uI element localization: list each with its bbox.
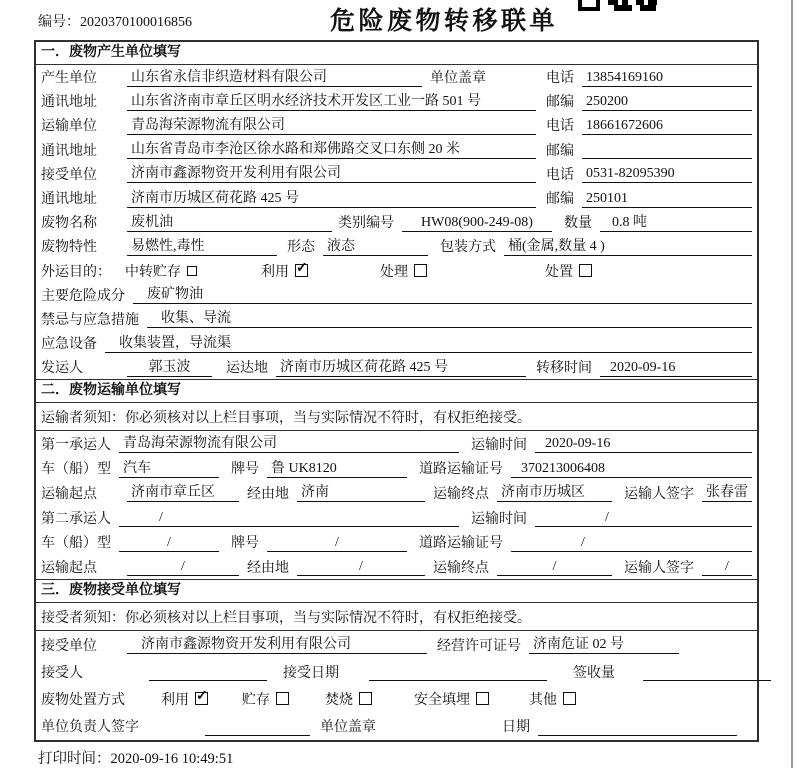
field-label: 牌号 xyxy=(231,536,259,552)
field-label: 产生单位 xyxy=(41,71,97,87)
field-label: 单位负责人签字 xyxy=(41,720,139,736)
row-producer-address xyxy=(36,89,757,113)
checkbox-option-dispose xyxy=(545,261,592,281)
road-license-2-value: / xyxy=(511,533,752,552)
destination-value: 济南市历城区荷花路 425 号 xyxy=(276,358,526,377)
qr-code-fragment xyxy=(578,0,658,11)
option-label: 焚烧 xyxy=(325,692,353,708)
transport-address-value: 山东省青岛市李沧区徐水路和郑佛路交叉口东侧 20 米 xyxy=(127,140,536,159)
field-label: 运输时间 xyxy=(471,511,527,527)
field-label: 发运人 xyxy=(41,361,83,377)
section-1-header: 一．废物产生单位填写 xyxy=(36,42,757,65)
field-label: 转移时间 xyxy=(536,361,592,377)
field-label: 运输人签字 xyxy=(624,486,694,502)
row-hazard-components xyxy=(36,283,757,307)
checkbox-option-other xyxy=(529,689,576,709)
row-receiver-unit xyxy=(36,162,757,186)
field-label: 数量 xyxy=(564,216,592,232)
receiver-unit-value: 济南市鑫源物资开发利用有限公司 xyxy=(127,164,536,183)
checkbox-option-transit-storage xyxy=(125,261,197,281)
field-label: 废物名称 xyxy=(41,216,97,232)
row-vehicle-1 xyxy=(36,456,757,481)
via-1-value: 济南 xyxy=(297,483,425,502)
row-transport-unit xyxy=(36,113,757,137)
field-label: 废物处置方式 xyxy=(41,692,125,708)
row-producer xyxy=(36,65,757,89)
field-label: 接受单位 xyxy=(41,638,97,654)
permit-number-value: 济南危证 02 号 xyxy=(529,635,679,654)
field-label: 类别编号 xyxy=(338,216,394,232)
transfer-date-value: 2020-09-16 xyxy=(600,358,752,377)
row-second-carrier xyxy=(36,505,757,530)
page-edge-line xyxy=(791,0,793,768)
received-amount-value xyxy=(643,662,771,681)
end-2-value: / xyxy=(497,557,612,576)
row-receiver-address xyxy=(36,186,757,210)
field-label: 电话 xyxy=(546,119,574,135)
checkbox-icon xyxy=(359,692,372,705)
checkbox-option-utilize xyxy=(261,261,308,281)
emergency-measures-value: 收集、导流 xyxy=(147,309,752,328)
field-label: 经由地 xyxy=(247,560,289,576)
field-label: 运输起点 xyxy=(41,486,97,502)
field-label: 运输单位 xyxy=(41,119,97,135)
row-waste-character xyxy=(36,234,757,258)
row-transfer-purpose xyxy=(36,259,757,283)
second-carrier-value: / xyxy=(119,508,459,527)
page-title: 危险废物转移联单 xyxy=(330,8,559,35)
field-label: 接受单位 xyxy=(41,167,97,183)
row-route-1 xyxy=(36,481,757,506)
field-label: 运输终点 xyxy=(433,560,489,576)
transport-time-1-value: 2020-09-16 xyxy=(535,434,752,453)
field-label: 电话 xyxy=(546,71,574,87)
row-first-carrier xyxy=(36,431,757,456)
row-receive-person xyxy=(36,658,757,685)
field-label: 电话 xyxy=(546,167,574,183)
serial-number xyxy=(38,11,192,31)
checkbox-icon xyxy=(579,264,592,277)
option-label: 处理 xyxy=(380,264,408,280)
field-label: 运输起点 xyxy=(41,560,97,576)
option-label: 安全填埋 xyxy=(414,692,470,708)
plate-number-2-value: / xyxy=(267,533,407,552)
field-label: 经由地 xyxy=(247,486,289,502)
field-label: 车（船）型 xyxy=(41,536,111,552)
checkbox-icon xyxy=(476,692,489,705)
field-label: 接受日期 xyxy=(283,665,339,681)
field-label: 形态 xyxy=(287,240,315,256)
option-label: 中转贮存 xyxy=(125,264,181,280)
serial-label: 编号： xyxy=(38,15,80,30)
print-time xyxy=(38,747,233,768)
field-label: 道路运输证号 xyxy=(419,536,503,552)
checkbox-icon xyxy=(295,264,308,277)
unit-seal-label: 单位盖章 xyxy=(320,720,376,736)
print-time-value: 2020-09-16 10:49:51 xyxy=(110,751,234,767)
field-label: 通讯地址 xyxy=(41,95,97,111)
emergency-equipment-value: 收集装置，导流渠 xyxy=(105,334,752,353)
vehicle-type-2-value: / xyxy=(119,533,219,552)
row-vehicle-2 xyxy=(36,530,757,555)
via-2-value: / xyxy=(297,557,425,576)
first-carrier-value: 青岛海荣源物流有限公司 xyxy=(119,434,459,453)
receive-date-value xyxy=(369,662,547,681)
packing-value: 桶(金属,数量 4 ) xyxy=(504,237,752,256)
plate-number-1-value: 鲁 UK8120 xyxy=(267,459,407,478)
field-label: 第一承运人 xyxy=(41,437,111,453)
checkbox-icon xyxy=(276,692,289,705)
waste-name-value: 废机油 xyxy=(127,213,332,232)
head-signature-value xyxy=(205,717,310,736)
transport-unit-value: 青岛海荣源物流有限公司 xyxy=(127,116,536,135)
field-label: 第二承运人 xyxy=(41,511,111,527)
row-emergency-equipment xyxy=(36,331,757,355)
receiver-notice: 接受者须知：你必须核对以上栏目事项，当与实际情况不符时，有权拒绝接受。 xyxy=(36,603,757,631)
field-label: 车（船）型 xyxy=(41,462,111,478)
field-label: 牌号 xyxy=(231,462,259,478)
option-label: 利用 xyxy=(261,264,289,280)
checkbox-option-treat xyxy=(380,261,427,281)
option-label: 处置 xyxy=(545,264,573,280)
field-label: 道路运输证号 xyxy=(419,462,503,478)
row-transport-address xyxy=(36,138,757,162)
receiver-zip-value: 250101 xyxy=(582,189,752,208)
field-label: 签收量 xyxy=(573,665,615,681)
waste-qty-value: 0.8 吨 xyxy=(600,213,752,232)
checkbox-icon xyxy=(414,264,427,277)
option-label: 利用 xyxy=(161,692,189,708)
field-label: 邮编 xyxy=(546,192,574,208)
field-label: 接受人 xyxy=(41,665,83,681)
checkbox-icon xyxy=(187,266,197,276)
field-label: 禁忌与应急措施 xyxy=(41,312,139,328)
transport-phone-value: 18661672606 xyxy=(582,116,752,135)
checkbox-icon xyxy=(563,692,576,705)
option-label: 贮存 xyxy=(242,692,270,708)
unit-seal-label: 单位盖章 xyxy=(430,71,486,87)
receiver-address-value: 济南市历城区荷花路 425 号 xyxy=(127,189,536,208)
manifest-form xyxy=(34,40,759,742)
row-route-2 xyxy=(36,554,757,579)
waste-form-value: 液态 xyxy=(323,237,428,256)
row-waste-name xyxy=(36,210,757,234)
checkbox-option-incinerate xyxy=(325,689,372,709)
vehicle-type-1-value: 汽车 xyxy=(119,459,219,478)
print-time-label: 打印时间： xyxy=(38,751,111,767)
producer-address-value: 山东省济南市章丘区明水经济技术开发区工业一路 501 号 xyxy=(127,92,536,111)
origin-2-value: / xyxy=(127,557,239,576)
field-label: 日期 xyxy=(502,720,530,736)
row-emergency-measures xyxy=(36,307,757,331)
checkbox-icon xyxy=(195,692,208,705)
waste-category-value: HW08(900-249-08) xyxy=(402,213,552,232)
producer-phone-value: 13854169160 xyxy=(582,68,752,87)
checkbox-option-storage xyxy=(242,689,289,709)
serial-value: 2020370100016856 xyxy=(80,15,192,30)
field-label: 邮编 xyxy=(546,95,574,111)
waste-character-value: 易燃性,毒性 xyxy=(127,237,277,256)
end-1-value: 济南市历城区 xyxy=(497,483,612,502)
transporter-signature-2-value: / xyxy=(702,557,752,576)
transporter-signature-1-value: 张春雷 xyxy=(702,483,752,502)
field-label: 包装方式 xyxy=(440,240,496,256)
producer-zip-value: 250200 xyxy=(582,92,752,111)
field-label: 运达地 xyxy=(226,361,268,377)
origin-1-value: 济南市章丘区 xyxy=(127,483,239,502)
field-label: 运输人签字 xyxy=(624,560,694,576)
field-label: 通讯地址 xyxy=(41,192,97,208)
transport-time-2-value: / xyxy=(535,508,752,527)
field-label: 主要危险成分 xyxy=(41,288,125,304)
road-license-1-value: 370213006408 xyxy=(511,459,752,478)
field-label: 外运目的： xyxy=(41,264,111,280)
receive-person-value xyxy=(149,662,267,681)
hazard-components-value: 废矿物油 xyxy=(133,285,752,304)
field-label: 应急设备 xyxy=(41,337,97,353)
transport-zip-value xyxy=(582,140,752,159)
shipper-value: 郭玉波 xyxy=(127,358,212,377)
transporter-notice: 运输者须知：你必须核对以上栏目事项，当与实际情况不符时，有权拒绝接受。 xyxy=(36,403,757,431)
field-label: 通讯地址 xyxy=(41,143,97,159)
section-2-header: 二．废物运输单位填写 xyxy=(36,379,757,403)
receive-unit-value: 济南市鑫源物资开发利用有限公司 xyxy=(127,635,427,654)
field-label: 废物特性 xyxy=(41,240,97,256)
row-receive-unit xyxy=(36,631,757,658)
option-label: 其他 xyxy=(529,692,557,708)
field-label: 邮编 xyxy=(546,143,574,159)
field-label: 运输时间 xyxy=(471,437,527,453)
field-label: 运输终点 xyxy=(433,486,489,502)
row-shipper xyxy=(36,355,757,379)
receiver-phone-value: 0531-82095390 xyxy=(582,164,752,183)
row-head-signature xyxy=(36,713,757,740)
row-disposal-method xyxy=(36,685,757,712)
field-label: 经营许可证号 xyxy=(437,638,521,654)
checkbox-option-landfill xyxy=(414,689,489,709)
section-3-header: 三．废物接受单位填写 xyxy=(36,579,757,603)
checkbox-option-utilize xyxy=(161,689,208,709)
producer-name-value: 山东省永信非织造材料有限公司 xyxy=(127,68,422,87)
seal-date-value xyxy=(538,717,737,736)
